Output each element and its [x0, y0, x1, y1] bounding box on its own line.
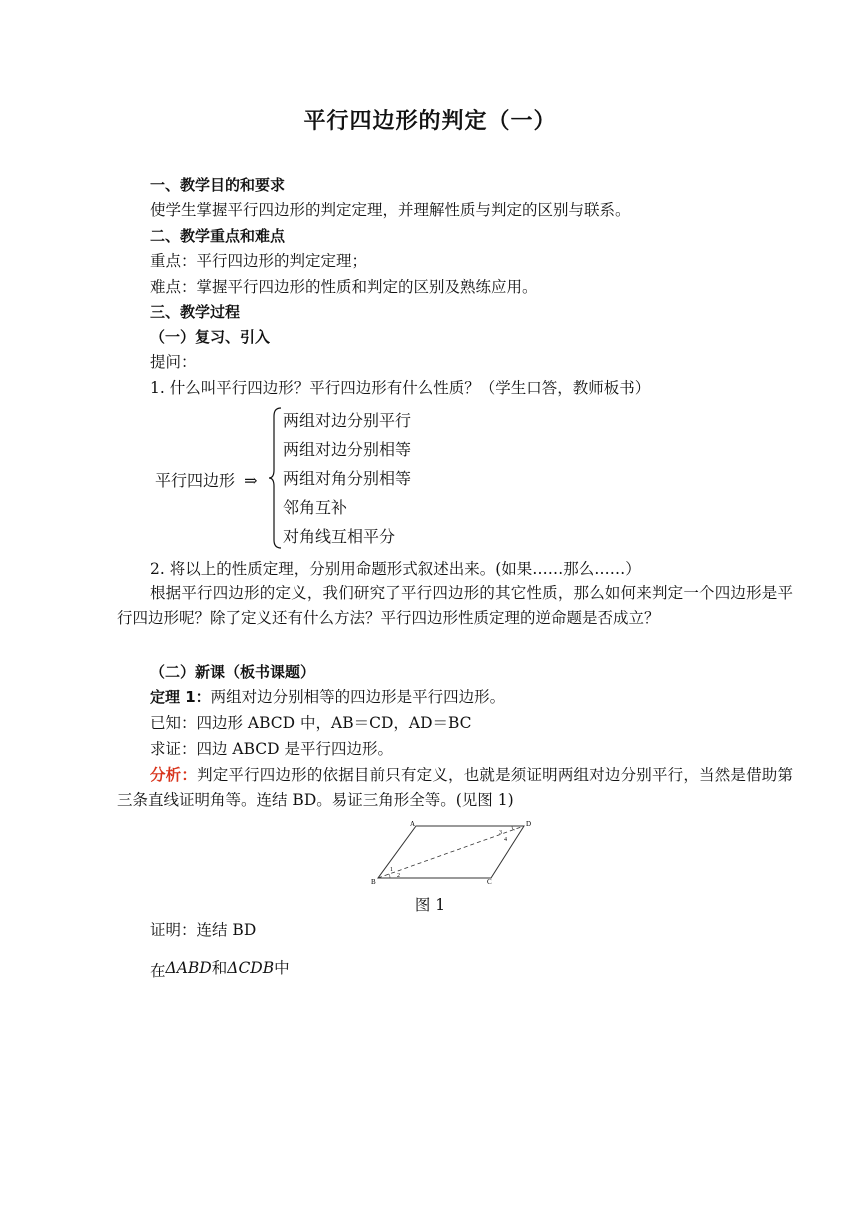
angle-4: 4	[504, 837, 507, 843]
property-item: 两组对角分别相等	[283, 469, 412, 488]
implies-arrow: ⇒	[244, 471, 258, 490]
question-1: 1. 什么叫平行四边形？平行四边形有什么性质？（学生口答，教师板书）	[150, 379, 651, 397]
question-prompt: 提问：	[150, 353, 197, 371]
question-2: 2. 将以上的性质定理，分别用命题形式叙述出来。(如果……那么……）	[150, 560, 641, 578]
triangle-cdb: ΔCDB	[227, 959, 275, 977]
page-title: 平行四边形的判定（一）	[303, 109, 557, 134]
triangle-abd: ΔABD	[165, 959, 212, 977]
paragraph-reasoning: 根据平行四边形的定义，我们研究了平行四边形的其它性质，那么如何来判定一个四边形是平行四边形呢？除了定义还有什么方法？平行四边形性质定理的逆命题是否成立？	[117, 584, 793, 627]
property-item: 两组对边分别相等	[283, 440, 412, 459]
proof-suffix: 中	[274, 959, 290, 977]
angle-1: 1	[390, 867, 393, 873]
section-1-heading: 一、教学目的和要求	[150, 176, 286, 194]
label-d: D	[526, 820, 532, 828]
theorem-1	[150, 687, 505, 707]
property-item: 对角线互相平分	[283, 527, 396, 546]
subsection-2-heading: （二）新课（板书课题）	[150, 663, 316, 681]
section-2-heading: 二、教学重点和难点	[150, 227, 286, 245]
analysis-paragraph	[117, 763, 793, 813]
angle-3: 3	[499, 830, 502, 836]
key-point: 重点：平行四边形的判定定理；	[150, 252, 368, 270]
figure-caption: 图 1	[414, 896, 446, 914]
prove-statement: 求证：四边 ABCD 是平行四边形。	[150, 740, 394, 758]
proof-start: 证明：连结 BD	[150, 921, 257, 939]
proof-line-2	[150, 958, 290, 978]
diagonal-bd	[378, 826, 524, 878]
left-brace	[268, 406, 284, 550]
label-a: A	[410, 820, 416, 828]
label-b: B	[371, 878, 376, 886]
theorem-label: 定理 1：	[150, 688, 211, 706]
section-3-heading: 三、教学过程	[150, 303, 241, 321]
theorem-text: 两组对边分别相等的四边形是平行四边形。	[210, 688, 506, 706]
proof-and: 和	[211, 959, 228, 977]
property-item: 邻角互补	[283, 498, 348, 517]
difficult-point: 难点：掌握平行四边形的性质和判定的区别及熟练应用。	[150, 278, 538, 296]
proof-prefix: 在	[150, 962, 166, 980]
label-c: C	[487, 878, 492, 886]
subsection-1-heading: （一）复习、引入	[150, 328, 271, 346]
brace-label	[155, 468, 258, 491]
angle-2: 2	[397, 873, 400, 879]
analysis-label: 分析：	[150, 766, 198, 784]
brace-label-text: 平行四边形	[155, 471, 236, 490]
parallelogram-figure	[366, 816, 546, 888]
analysis-text: 判定平行四边形的依据目前只有定义，也就是须证明两组对边分别平行，当然是借助第三条直线证明角等。连结 BD。易证三角形全等。(见图 1)	[117, 766, 793, 809]
given-statement: 已知：四边形 ABCD 中，AB＝CD，AD＝BC	[150, 714, 472, 732]
section-1-text: 使学生掌握平行四边形的判定定理，并理解性质与判定的区别与联系。	[150, 201, 631, 219]
property-item: 两组对边分别平行	[283, 411, 412, 430]
